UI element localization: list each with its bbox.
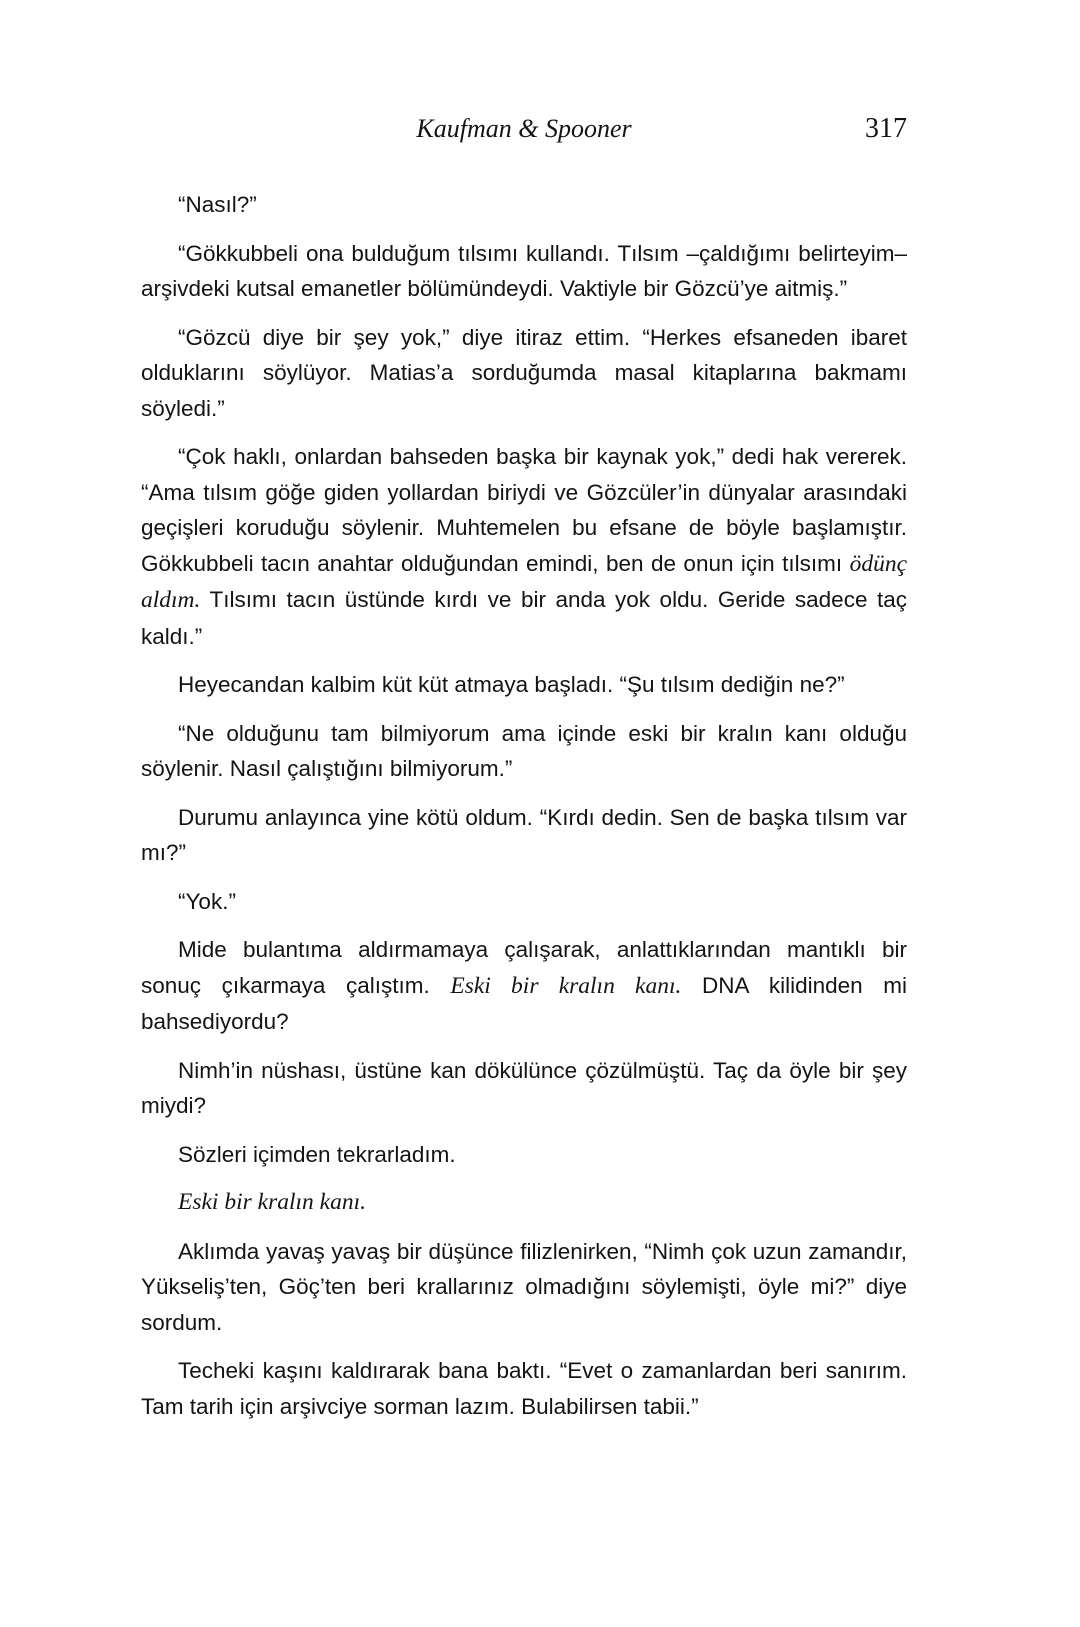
paragraph-4-text-end: Tılsımı tacın üstünde kırdı ve bir anda yok oldu. Geride sadece taç kaldı.” [141,587,907,649]
paragraph-14: Techeki kaşını kaldırarak bana baktı. “Evet o zamanlardan beri sanırım. Tam tarih için arşivciye sorman lazım. Bulabilirsen tabii.” [141,1358,907,1419]
paragraph-5: Heyecandan kalbim küt küt atmaya başladı. “Şu tılsım dediğin ne?” [178,672,845,697]
paragraph-7: Durumu anlayınca yine kötü oldum. “Kırdı dedin. Sen de başka tılsım var mı?” [141,804,907,865]
paragraph-10: Nimh’in nüshası, üstüne kan dökülünce çözülmüştü. Taç da öyle bir şey miydi? [141,1057,907,1118]
paragraph-13: Aklımda yavaş yavaş bir düşünce filizlenirken, “Nimh çok uzun zamandır, Yükseliş’ten, Göç’ten beri krallarınız olmadığını söylemişti, öyle mi?” diye sordum. [141,1238,907,1335]
paragraph-12-italic: Eski bir kralın kanı. [178,1189,366,1215]
paragraph-9-text-start: Mide bulantıma aldırmamaya çalışarak, anlattıklarından mantıklı bir sonuç çıkarmaya çalıştım. [141,937,907,998]
book-page [141,112,907,1437]
paragraph-2: “Gökkubbeli ona bulduğum tılsımı kullandı. Tılsım –çaldığımı belirteyim– arşivdeki kutsal emanetler bölümündeydi. Vaktiyle bir Gözcü’ye aitmiş.” [141,240,907,301]
paragraph-11: Sözleri içimden tekrarladım. [178,1141,456,1167]
paragraph-4 [141,439,907,654]
paragraph-6: “Ne olduğunu tam bilmiyorum ama içinde eski bir kralın kanı olduğu söylenir. Nasıl çalıştığını bilmiyorum.” [141,720,907,781]
paragraph-4-italic: ödünç aldım. [141,550,907,613]
paragraph-9-text-end: DNA kilidinden mi bahsediyordu? [141,972,907,1034]
page-header [141,112,907,152]
paragraph-8: “Yok.” [178,888,236,914]
running-head: Kaufman & Spooner [416,114,632,143]
page-number: 317 [865,113,907,144]
paragraph-4-text-start: “Çok haklı, onlardan bahseden başka bir kaynak yok,” dedi hak vererek. “Ama tılsım göğe giden yollardan biriydi ve Gözcüler’in dünyalar arasındaki geçişleri koruduğu söylenir. Muhtemelen bu efsane de böyle başlamıştır. Gökkubbeli tacın anahtar olduğundan emindi, ben de onun için tılsımı [141,444,907,576]
body-text [141,187,907,1424]
paragraph-1: “Nasıl?” [178,192,257,217]
paragraph-9-italic: Eski bir kralın kanı. [450,972,682,999]
paragraph-3: “Gözcü diye bir şey yok,” diye itiraz ettim. “Herkes efsaneden ibaret olduklarını söylüyor. Matias’a sorduğumda masal kitaplarına bakmamı söyledi.” [141,324,907,421]
paragraph-9 [141,932,907,1040]
